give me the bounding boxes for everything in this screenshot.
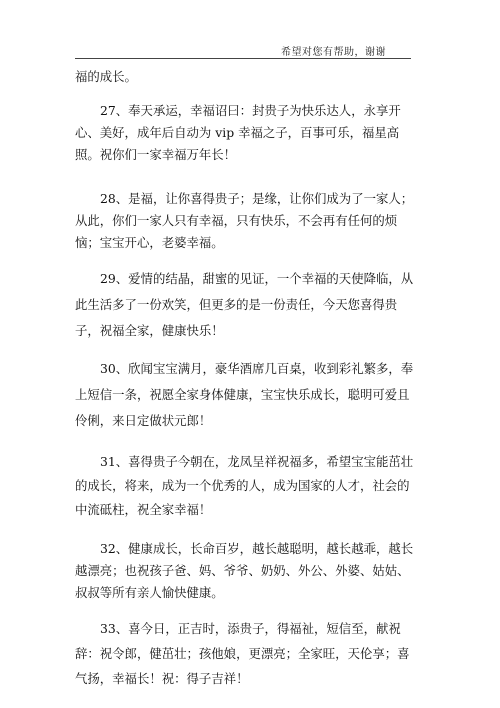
paragraph-text: 、喜得贵子今朝在，龙凤呈祥祝福多，希望宝宝能茁壮的成长，将来，成为一个优秀的人，成为国家的人才，社会的中流砥柱，祝全家幸福！	[75, 454, 414, 517]
intro-line: 福的成长。	[75, 69, 137, 84]
paragraph-text: 、是福，让你喜得贵子；是缘，让你们成为了一家人；从此，你们一家人只有幸福，只有快乐，不会再有任何的烦恼；宝宝开心，老婆幸福。	[75, 191, 414, 250]
paragraph-number: 30	[100, 361, 116, 376]
paragraph-text: 、欣闻宝宝满月，豪华酒席几百桌，收到彩礼繁多，奉上短信一条，祝愿全家身体健康，宝宝快乐成长，聪明可爱且伶俐，来日定做状元郎！	[75, 361, 414, 428]
paragraph-number: 32	[100, 541, 116, 556]
document-body	[75, 66, 420, 691]
header-note: 希望对您有帮助，谢谢	[281, 47, 386, 58]
paragraph-30	[75, 356, 420, 434]
paragraph-text: 、爱情的结晶，甜蜜的见证，一个幸福的天使降临，从此生活多了一份欢笑，但更多的是一份责任，今天您喜得贵子，祝福全家，健康快乐！	[75, 271, 414, 338]
paragraph-number: 33	[100, 621, 116, 636]
paragraph-28	[75, 188, 420, 254]
paragraph-text: 、奉天承运，幸福诏曰：封贵子为快乐达人，永享开心、美好，成年后自动为 vip 幸福之子，百事可乐，福星高照。祝你们一家幸福万年长！	[75, 103, 401, 162]
paragraph-number: 27	[100, 103, 116, 118]
paragraph-32	[75, 538, 420, 604]
header-rule	[75, 58, 411, 59]
paragraph-number: 29	[100, 271, 116, 286]
paragraph-27	[75, 100, 420, 166]
paragraph-31	[75, 450, 420, 522]
paragraph-number: 28	[100, 191, 116, 206]
paragraph-29	[75, 266, 420, 344]
paragraph-text: 、健康成长，长命百岁，越长越聪明，越长越乖，越长越漂亮；也祝孩子爸、妈、爷爷、奶奶、外公、外婆、姑姑、叔叔等所有亲人愉快健康。	[75, 541, 414, 600]
paragraph-text: 、喜今日，正吉时，添贵子，得福祉，短信至，献祝辞：祝令郎，健茁壮；孩他娘，更漂亮；全家旺，天伦享；喜气扬，幸福长！祝：得子吉祥！	[75, 621, 410, 686]
paragraph-number: 31	[100, 454, 116, 469]
paragraph-33	[75, 616, 420, 691]
